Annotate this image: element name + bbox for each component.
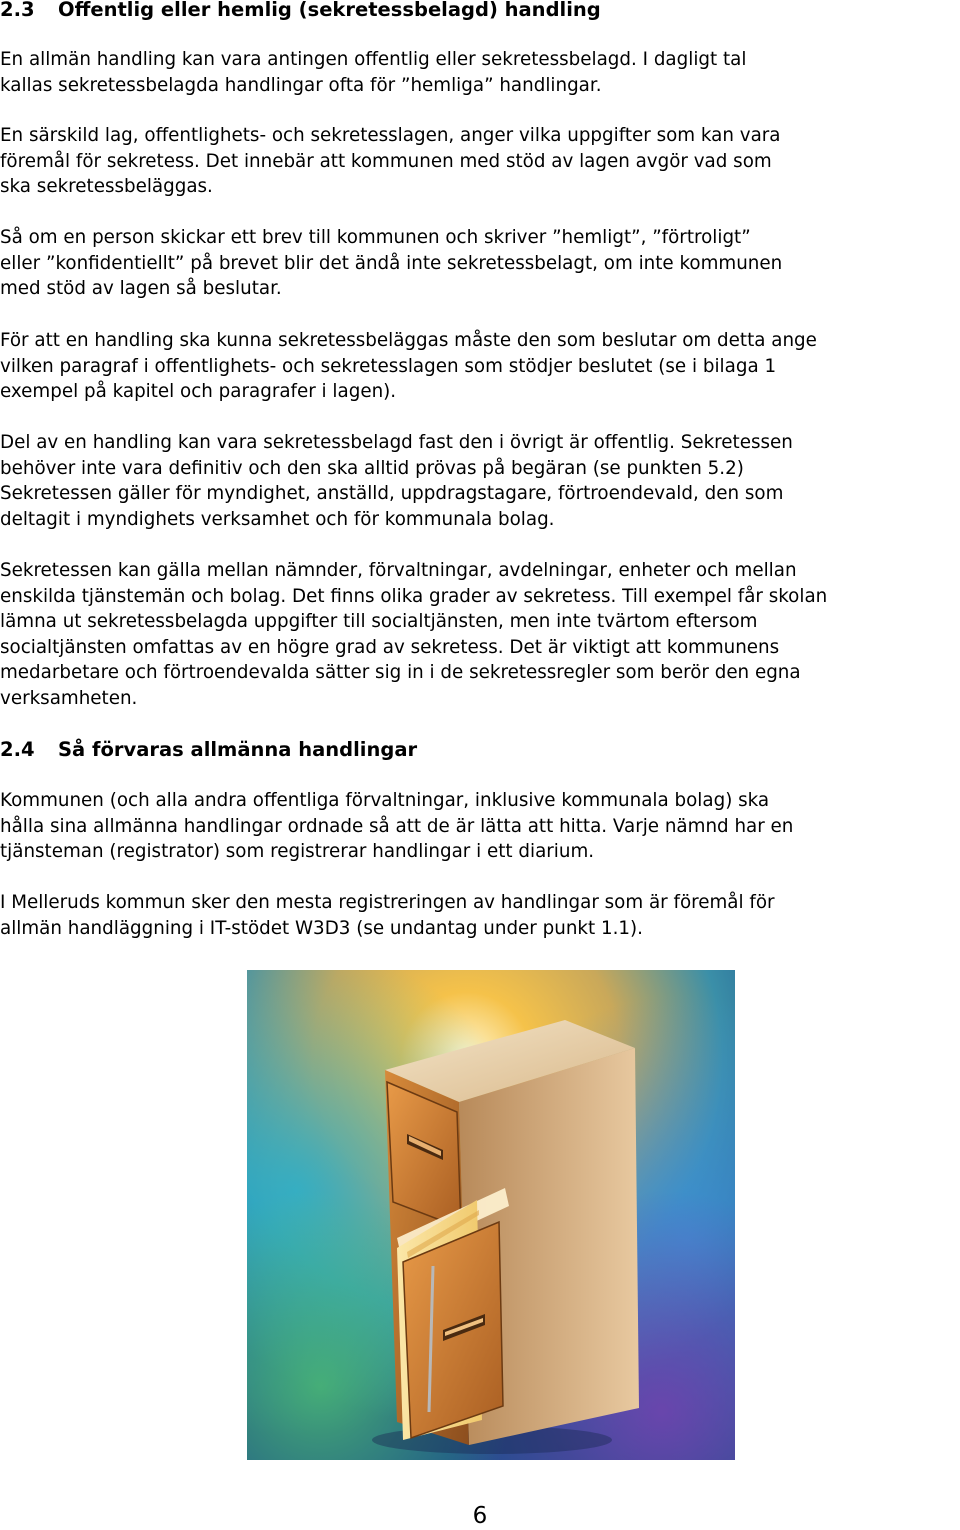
paragraph-brev (0, 225, 782, 302)
text-line: För att en handling ska kunna sekretessbeläggas måste den som beslutar om detta ange (0, 330, 817, 351)
text-line: vilken paragraf i offentlighets- och sekretesslagen som stödjer beslutet (se i bilaga 1 (0, 355, 777, 377)
section-title: Så förvaras allmänna handlingar (58, 738, 418, 761)
paragraph-allman-handling (0, 47, 746, 98)
text-line: med stöd av lagen så beslutar. (0, 278, 282, 300)
section-number: 2.3 (0, 0, 35, 21)
text-line: ska sekretessbeläggas. (0, 176, 213, 198)
section-heading-2-4 (0, 737, 417, 762)
text-line: medarbetare och förtroendevalda sätter sig in i de sekretessregler som berör den egna (0, 662, 801, 684)
text-line: lämna ut sekretessbelagda uppgifter till socialtjänsten, men inte tvärtom eftersom (0, 611, 758, 633)
text-line: enskilda tjänstemän och bolag. Det finns olika grader av sekretess. Till exempel får skolan (0, 585, 828, 607)
text-line: En särskild lag, offentlighets- och sekretesslagen, anger vilka uppgifter som kan vara (0, 125, 781, 146)
text-line: deltagit i myndighets verksamhet och för kommunala bolag. (0, 508, 555, 530)
text-line: hålla sina allmänna handlingar ordnade så att de är lätta att hitta. Varje nämnd har en (0, 815, 794, 837)
paragraph-del-av-handling (0, 430, 793, 532)
paragraph-sarskild-lag (0, 123, 781, 200)
text-line: verksamheten. (0, 687, 138, 709)
text-line: Sekretessen gäller för myndighet, anställd, uppdragstagare, förtroendevald, den som (0, 483, 784, 505)
text-line: allmän handläggning i IT-stödet W3D3 (se undantag under punkt 1.1). (0, 917, 643, 939)
text-line: exempel på kapitel och paragrafer i lagen). (0, 381, 397, 403)
text-line: tjänsteman (registrator) som registrerar handlingar i ett diarium. (0, 841, 595, 863)
filing-cabinet-photo-icon (247, 970, 735, 1460)
text-line: En allmän handling kan vara antingen offentlig eller sekretessbelagd. I dagligt tal (0, 49, 747, 70)
paragraph-forvaring (0, 788, 793, 865)
paragraph-sekretessbelaggas (0, 328, 817, 405)
text-line: kallas sekretessbelagda handlingar ofta för ”hemliga” handlingar. (0, 74, 602, 96)
text-line: I Melleruds kommun sker den mesta registreringen av handlingar som är föremål för (0, 892, 775, 913)
text-line: behöver inte vara definitiv och den ska alltid prövas på begäran (se punkten 5.2) (0, 457, 744, 479)
text-line: Del av en handling kan vara sekretessbelagd fast den i övrigt är offentlig. Sekretessen (0, 432, 793, 453)
section-title: Offentlig eller hemlig (sekretessbelagd) handling (58, 0, 601, 21)
text-line: Sekretessen kan gälla mellan nämnder, förvaltningar, avdelningar, enheter och mellan (0, 560, 797, 581)
text-line: eller ”konfidentiellt” på brevet blir det ändå inte sekretessbelagt, om inte kommunen (0, 252, 783, 274)
section-heading-2-3 (0, 0, 601, 22)
page-number: 6 (472, 1503, 488, 1529)
text-line: Så om en person skickar ett brev till kommunen och skriver ”hemligt”, ”förtroligt” (0, 227, 751, 248)
text-line: Kommunen (och alla andra offentliga förvaltningar, inklusive kommunala bolag) ska (0, 790, 770, 811)
text-line: föremål för sekretess. Det innebär att kommunen med stöd av lagen avgör vad som (0, 150, 772, 172)
text-line: socialtjänsten omfattas av en högre grad av sekretess. Det är viktigt att kommunens (0, 636, 780, 658)
section-number: 2.4 (0, 738, 35, 761)
paragraph-mellerud-registrering (0, 890, 775, 941)
paragraph-sekretess-grader (0, 558, 827, 712)
